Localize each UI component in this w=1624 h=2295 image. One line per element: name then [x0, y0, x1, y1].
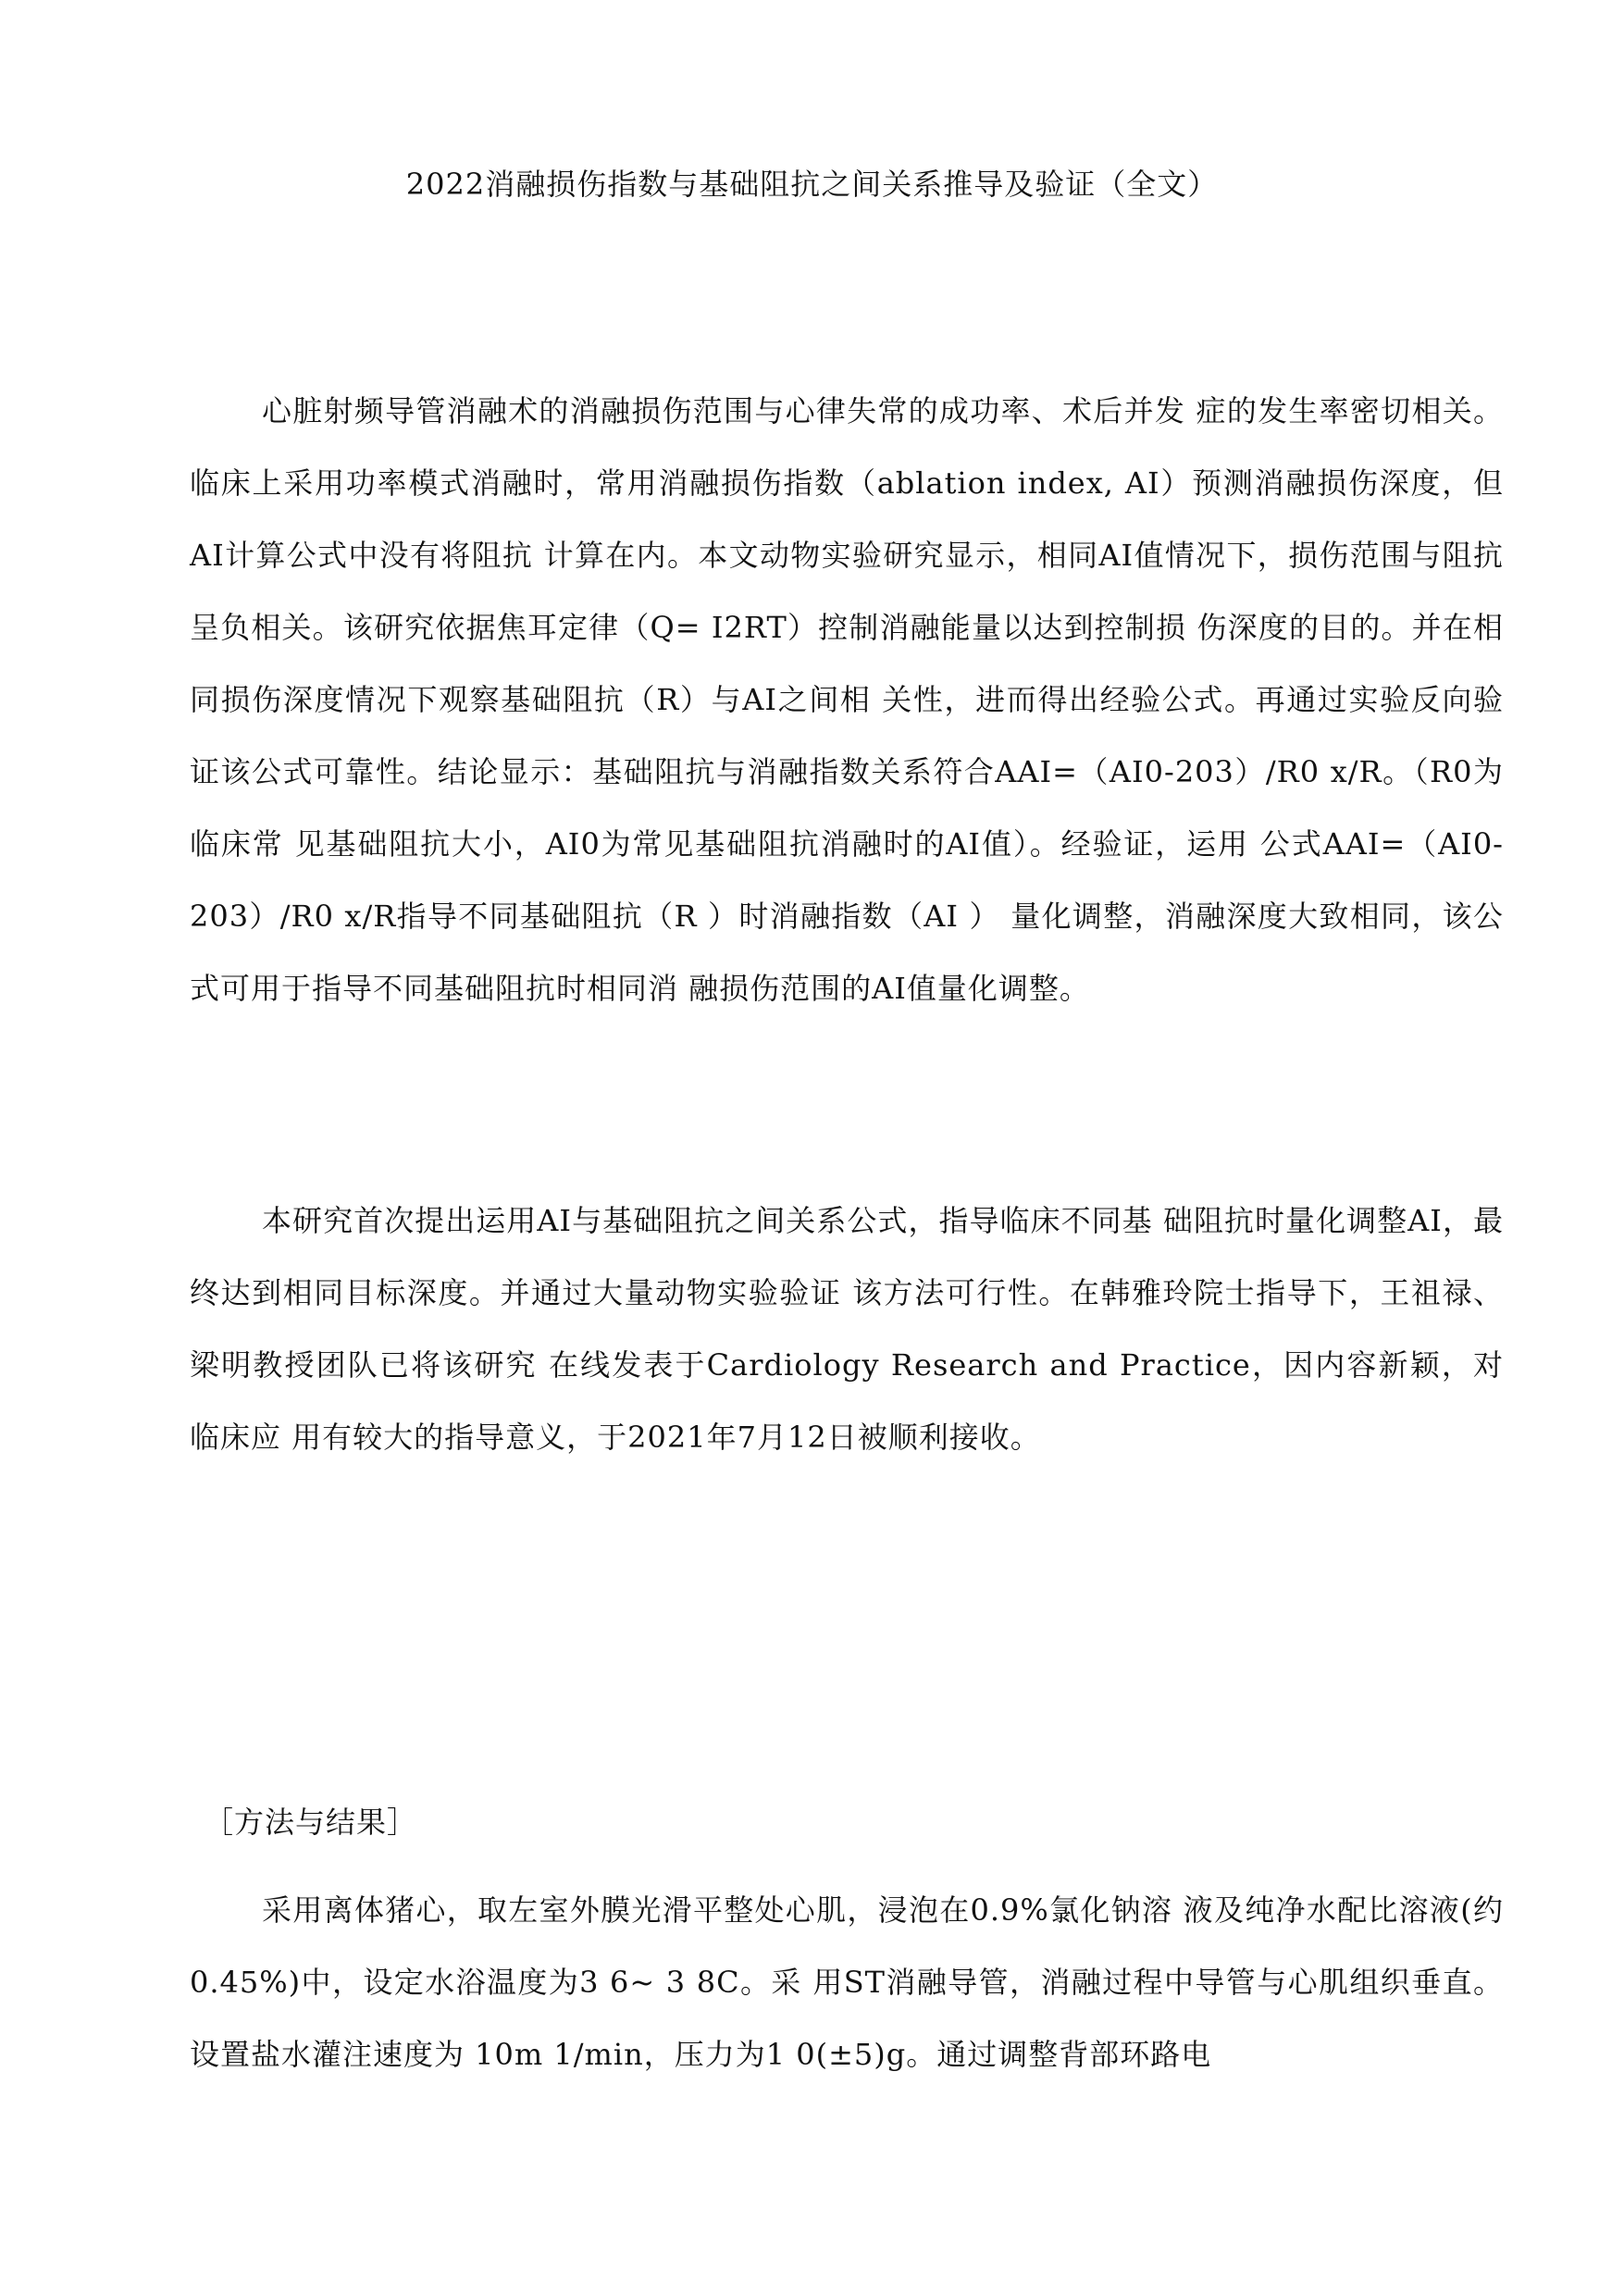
paragraph-2: 本研究首次提出运用AI与基础阻抗之间关系公式，指导临床不同基 础阻抗时量化调整AI，最终达到相同目标深度。并通过大量动物实验验证 该方法可行性。在韩雅玲院士指导下，王祖禄、梁明教授团队已将该研究 在线发表于Cardiology Research and Practice，因内容新颖，对临床应 用有较大的指导意义，于2021年7月12日被顺利接收。 [190, 1203, 1504, 1455]
document-title: 2022消融损伤指数与基础阻抗之间关系推导及验证（全文） [405, 167, 1219, 202]
section-heading: ［方法与结果］ [204, 1805, 418, 1840]
paragraph-3: 采用离体猪心，取左室外膜光滑平整处心肌，浸泡在0.9%氯化钠溶 液及纯净水配比溶液(约0.45%)中，设定水浴温度为3 6~ 3 8C。采 用ST消融导管，消融过程中导管与心肌组织垂直。设置盐水灌注速度为 10m 1/min，压力为1 0(±5)g。通过调整背部环路电 [190, 1892, 1504, 2072]
paragraph-1: 心脏射频导管消融术的消融损伤范围与心律失常的成功率、术后并发 症的发生率密切相关。临床上采用功率模式消融时，常用消融损伤指数（ablation index, AI）预测消融损伤深度，但AI计算公式中没有将阻抗 计算在内。本文动物实验研究显示，相同AI值情况下，损伤范围与阻抗 呈负相关。该研究依据焦耳定律（Q= I2RT）控制消融能量以达到控制损 伤深度的目的。并在相同损伤深度情况下观察基础阻抗（R）与AI之间相 关性，进而得出经验公式。再通过实验反向验证该公式可靠性。结论显示：基础阻抗与消融指数关系符合AAI=（AI0-203）/R0 x/R。（R0为临床常 见基础阻抗大小，AI0为常见基础阻抗消融时的AI值）。经验证，运用 公式AAI=（AI0-203）/R0 x/R指导不同基础阻抗（R ）时消融指数（AI ） 量化调整，消融深度大致相同，该公式可用于指导不同基础阻抗时相同消 融损伤范围的AI值量化调整。 [190, 393, 1504, 1006]
